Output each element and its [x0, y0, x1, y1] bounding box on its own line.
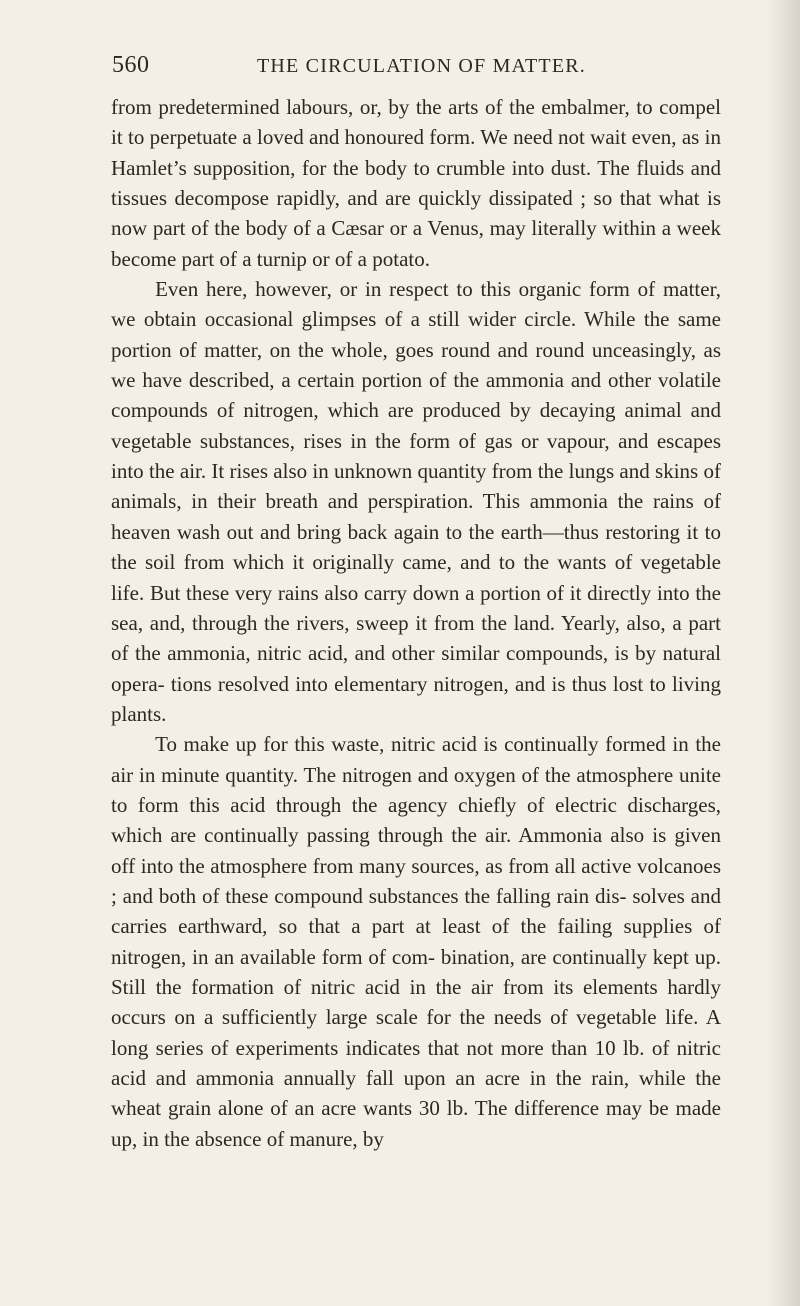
paragraph-continued: from predetermined labours, or, by the arts of the embalmer, to compel it to perpetuate a loved and honoured form. We need not wait even, as in Hamlet’s supposition, for the body to crumble into dust. The fluids and tissues decompose rapidly, and are quickly dissipated ; so that what is now part of the body of a Cæsar or a Venus, may literally within a week become part of a turnip or of a potato. [111, 95, 721, 271]
page-number: 560 [112, 52, 150, 78]
page-edge-shadow [766, 0, 800, 1306]
running-title: THE CIRCULATION OF MATTER. [257, 55, 586, 77]
paragraph-nitric-acid: To make up for this waste, nitric acid is continually formed in the air in minute quantity. The nitrogen and oxygen of the atmosphere unite to form this acid through the agency chiefly of electric discharges, which are continually passing through the air. Ammonia also is given off into the atmosphere from many sources, as from all active volcanoes ; and both of these compound substances the falling rain dis- solves and carries earthward, so that a part at least of the failing supplies of nitrogen, in an available form of com- bination, are continually kept up. Still the formation of nitric acid in the air from its elements hardly occurs on a sufficiently large scale for the needs of vegetable life. A long series of experiments indicates that not more than 10 lb. of nitric acid and ammonia annually fall upon an acre in the rain, while the wheat grain alone of an acre wants 30 lb. The difference may be made up, in the absence of manure, by [111, 732, 721, 1151]
paragraph-wider-circle: Even here, however, or in respect to this organic form of matter, we obtain occasional glimpses of a still wider circle. While the same portion of matter, on the whole, goes round and round unceasingly, as we have described, a certain portion of the ammonia and other volatile compounds of nitrogen, which are produced by decaying animal and vegetable substances, rises in the form of gas or vapour, and escapes into the air. It rises also in unknown quantity from the lungs and skins of animals, in their breath and perspiration. This ammonia the rains of heaven wash out and bring back again to the earth—thus restoring it to the soil from which it originally came, and to the wants of vegetable life. But these very rains also carry down a portion of it directly into the sea, and, through the rivers, sweep it from the land. Yearly, also, a part of the ammonia, nitric acid, and other similar compounds, is by natural opera- tions resolved into elementary nitrogen, and is thus lost to living plants. [111, 277, 721, 726]
page-header [112, 52, 722, 82]
body-text [111, 92, 721, 1154]
